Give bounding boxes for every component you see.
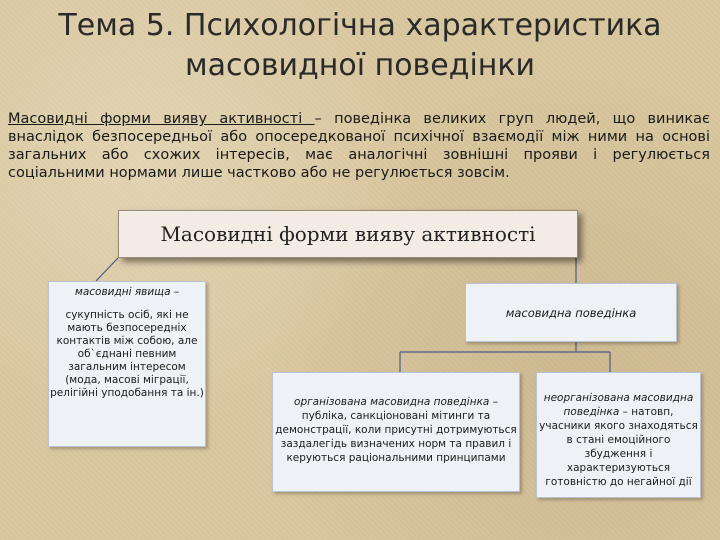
unorganized-node bbox=[536, 372, 701, 498]
phenomena-text: сукупність осіб, які не мають безпосередніх контактів між собою, але об`єднані певним загальним інтересом (мода, масові міграції, релігійні уподобання та ін.) bbox=[50, 309, 204, 399]
organized-head: організована масовидна поведінка bbox=[294, 396, 490, 408]
organized-text: – публіка, санкціоновані мітинги та демонстрації, коли присутні дотримуються заздалегідь визначених норм та правил і керуються раціональними принципами bbox=[275, 396, 517, 464]
root-node: Масовидні форми вияву активності bbox=[118, 210, 578, 258]
unorganized-text: – натовп, учасники якого знаходяться в стані емоційного збудження і характеризуються готовністю до негайної дії bbox=[539, 406, 698, 488]
organized-node bbox=[272, 372, 520, 492]
connector-root-phenomena bbox=[96, 258, 118, 281]
page-title: Тема 5. Психологічна характеристика масовидної поведінки bbox=[58, 8, 662, 83]
phenomena-node bbox=[48, 281, 206, 447]
behavior-node: масовидна поведінка bbox=[465, 283, 677, 342]
phenomena-head: масовидні явища – bbox=[74, 286, 180, 298]
definition-term: Масовидні форми вияву активності bbox=[8, 111, 315, 127]
unorganized-head: неорганізована масовидна поведінка bbox=[543, 392, 694, 418]
definition-text: – поведінка великих груп людей, що виникає внаслідок безпосередньої або опосередкованої психічної взаємодії між ними на основі загальних або схожих інтересів, має аналогічні зовнішні прояви і регулюється соціальними нормами лише частково або не регулюється зовсім. bbox=[8, 111, 710, 181]
